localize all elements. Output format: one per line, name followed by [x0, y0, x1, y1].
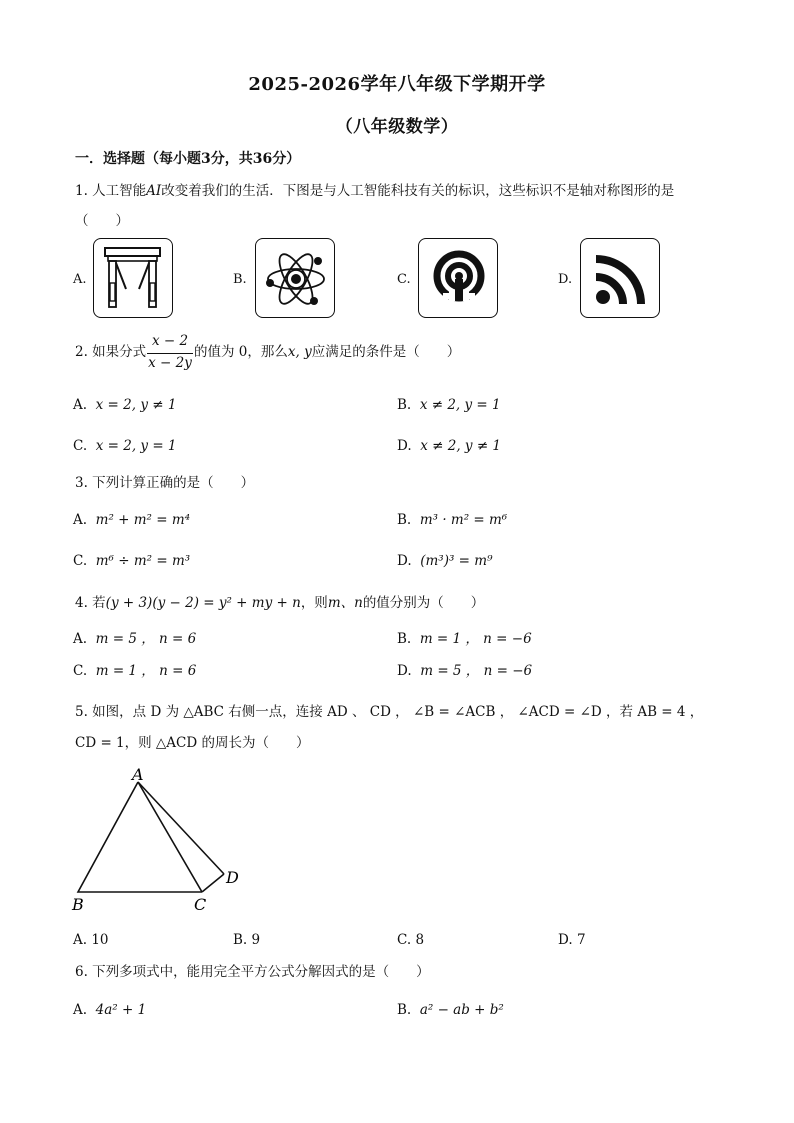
point-label-c: C	[194, 895, 207, 914]
triangle-figure	[66, 762, 256, 917]
q1-option-d-label: D.	[558, 272, 573, 287]
q4-option-c[interactable]: C. m = 1 ， n = 6	[73, 663, 197, 679]
q4-option-d[interactable]: D. m = 5 ， n = −6	[397, 663, 533, 679]
q1-option-d[interactable]	[580, 238, 660, 318]
point-label-b: B	[72, 895, 84, 914]
q2-option-c[interactable]: C. x = 2, y = 1	[73, 438, 177, 454]
q6-option-a[interactable]: A. 4a² + 1	[73, 1002, 147, 1018]
q5-option-a[interactable]: A. 10	[73, 932, 109, 948]
q3-option-a[interactable]: A. m² + m² = m⁴	[73, 512, 191, 528]
section-heading: 一．选择题（每小题3分，共36分）	[75, 151, 301, 167]
signal-tower-icon	[419, 239, 499, 319]
q4-option-b[interactable]: B. m = 1 ， n = −6	[397, 631, 532, 647]
page-subtitle: （八年级数学）	[335, 117, 459, 137]
point-label-d: D	[226, 868, 239, 887]
q4-stem: 4. 若(y + 3)(y − 2) = y² + my + n，则m、n的值分别为（ ）	[75, 595, 485, 611]
q1-option-c[interactable]	[418, 238, 498, 318]
q6-option-b[interactable]: B. a² − ab + b²	[397, 1002, 504, 1018]
q3-option-b[interactable]: B. m³ · m² = m⁶	[397, 512, 508, 528]
q2-suffix: 的值为 0，那么x, y应满足的条件是（ ）	[194, 344, 461, 360]
q1-option-a[interactable]	[93, 238, 173, 318]
q6-stem: 6. 下列多项式中，能用完全平方公式分解因式的是（ ）	[75, 964, 430, 980]
gate-icon	[94, 239, 174, 319]
q3-stem: 3. 下列计算正确的是（ ）	[75, 475, 255, 491]
q5-option-b[interactable]: B. 9	[233, 932, 261, 948]
q3-option-d[interactable]: D. (m³)³ = m⁹	[397, 553, 493, 569]
q1-option-a-label: A.	[73, 272, 87, 287]
point-label-a: A	[132, 765, 144, 784]
q4-option-a[interactable]: A. m = 5 ， n = 6	[73, 631, 197, 647]
q2-prefix: 2. 如果分式	[75, 344, 147, 360]
q1-paren: （ ）	[75, 213, 129, 229]
q5-stem-line2: CD = 1，则 △ACD 的周长为（ ）	[75, 735, 310, 751]
q2-option-a[interactable]: A. x = 2, y ≠ 1	[73, 397, 177, 413]
q2-frac-numerator: x − 2	[151, 333, 189, 349]
q1-stem: 1. 人工智能AI改变着我们的生活．下图是与人工智能科技有关的标识，这些标识不是轴对称图形的是	[75, 183, 675, 199]
q5-option-c[interactable]: C. 8	[397, 932, 425, 948]
fraction-bar	[147, 353, 193, 354]
q2-frac-denominator: x − 2y	[148, 355, 192, 371]
q2-option-d[interactable]: D. x ≠ 2, y ≠ 1	[397, 438, 502, 454]
q5-stem-line1: 5. 如图，点 D 为 △ABC 右侧一点，连接 AD 、 CD ， ∠B = ∠ACB ， ∠ACD = ∠D ，若 AB = 4 ，	[75, 704, 704, 720]
atom-icon	[256, 239, 336, 319]
q1-option-b-label: B.	[233, 272, 247, 287]
page-title: 2025-2026学年八年级下学期开学	[248, 74, 546, 95]
q1-option-b[interactable]	[255, 238, 335, 318]
q2-option-b[interactable]: B. x ≠ 2, y = 1	[397, 397, 501, 413]
rss-icon	[581, 239, 661, 319]
q1-option-c-label: C.	[397, 272, 411, 287]
q5-option-d[interactable]: D. 7	[558, 932, 586, 948]
q3-option-c[interactable]: C. m⁶ ÷ m² = m³	[73, 553, 191, 569]
